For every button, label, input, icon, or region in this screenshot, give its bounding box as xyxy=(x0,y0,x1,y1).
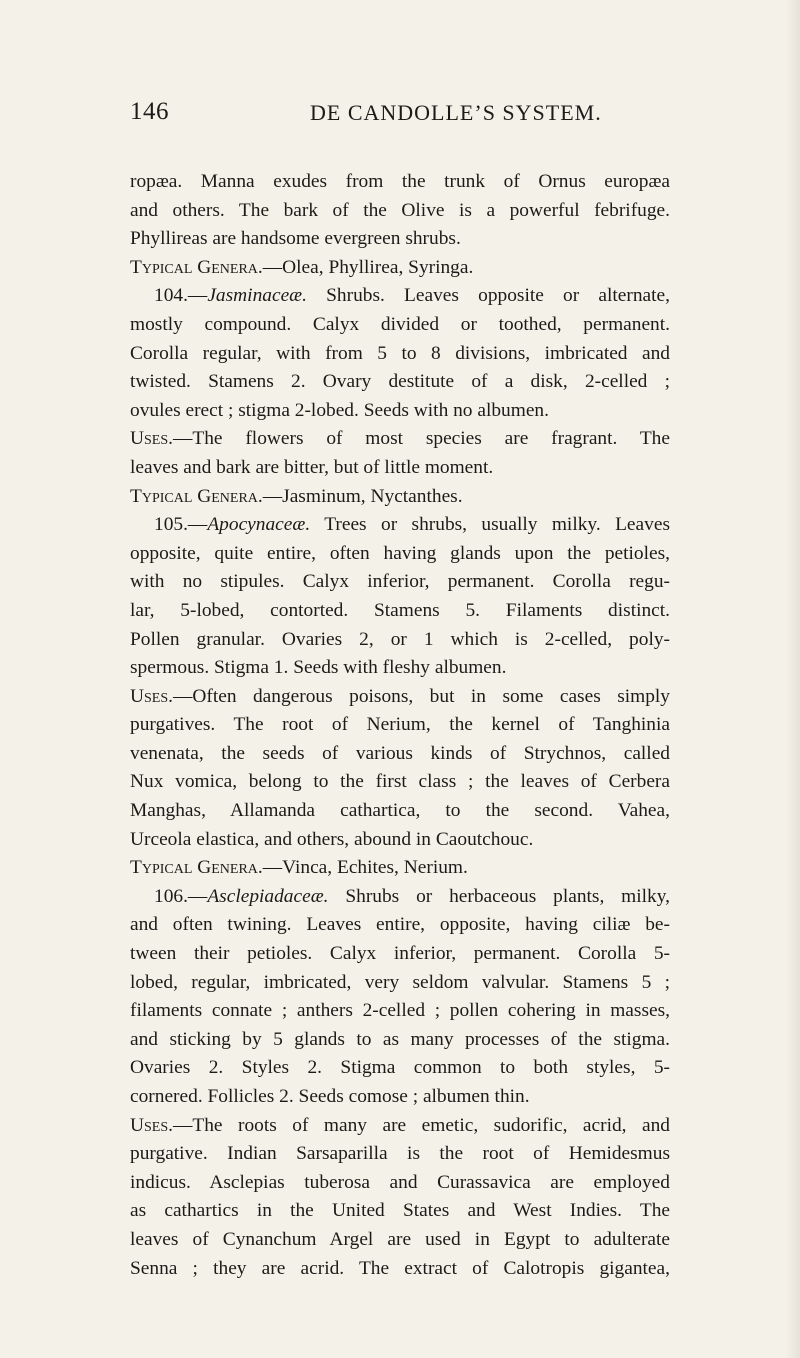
page-number: 146 xyxy=(130,98,169,125)
text-line: twisted. Stamens 2. Ovary destitute of a disk, 2-celled ; xyxy=(130,371,670,393)
text-line: Urceola elastica, and others, abound in Caoutchouc. xyxy=(130,828,534,850)
section-number: 104.— xyxy=(154,285,208,307)
uses-label: Uses. xyxy=(130,428,173,450)
text-line: and others. The bark of the Olive is a powerful febrifuge. xyxy=(130,199,670,221)
text-line: Manghas, Allamanda cathartica, to the second. Vahea, xyxy=(130,800,670,822)
family-name: Jasminaceæ. xyxy=(207,285,307,307)
typical-genera-label: Typical Genera. xyxy=(130,256,263,278)
text-line: purgatives. The root of Nerium, the kernel of Tanghinia xyxy=(130,714,670,736)
section-number: 105.— xyxy=(154,514,208,536)
section-text: Trees or shrubs, usually milky. Leaves xyxy=(310,514,670,536)
text-line: leaves and bark are bitter, but of little moment. xyxy=(130,456,494,478)
text-line: as cathartics in the United States and West Indies. The xyxy=(130,1200,670,1222)
text-line: Pollen granular. Ovaries 2, or 1 which is 2-celled, poly- xyxy=(130,628,670,650)
text-line: Senna ; they are acrid. The extract of Calotropis gigantea, xyxy=(130,1257,670,1279)
section-heading-line xyxy=(130,282,670,311)
text-line: spermous. Stigma 1. Seeds with fleshy albumen. xyxy=(130,657,507,679)
body-text xyxy=(130,168,670,1283)
uses-text: —The flowers of most species are fragrant. The xyxy=(172,428,670,450)
uses-line xyxy=(130,1112,670,1141)
typical-genera-line xyxy=(130,483,670,512)
section-text: Shrubs. Leaves opposite or alternate, xyxy=(306,285,670,307)
uses-label: Uses. xyxy=(130,685,173,707)
text-line: lobed, regular, imbricated, very seldom valvular. Stamens 5 ; xyxy=(130,971,670,993)
text-line: opposite, quite entire, often having glands upon the petioles, xyxy=(130,542,670,564)
section-text: Shrubs or herbaceous plants, milky, xyxy=(328,885,670,907)
family-name: Apocynaceæ. xyxy=(207,514,311,536)
text-line: mostly compound. Calyx divided or toothed, permanent. xyxy=(130,313,670,335)
typical-genera-list: —Vinca, Echites, Nerium. xyxy=(262,857,468,879)
uses-line xyxy=(130,683,670,712)
text-line: tween their petioles. Calyx inferior, permanent. Corolla 5- xyxy=(130,943,670,965)
text-line: and sticking by 5 glands to as many processes of the stigma. xyxy=(130,1028,670,1050)
typical-genera-list: —Jasminum, Nyctanthes. xyxy=(262,485,463,507)
text-line: ovules erect ; stigma 2-lobed. Seeds with no albumen. xyxy=(130,399,549,421)
running-head: DE CANDOLLE’S SYSTEM. xyxy=(310,100,602,125)
page-edge-shadow xyxy=(786,0,800,1358)
text-line: with no stipules. Calyx inferior, permanent. Corolla regu- xyxy=(130,571,670,593)
text-line: leaves of Cynanchum Argel are used in Egypt to adulterate xyxy=(130,1228,670,1250)
text-line: lar, 5-lobed, contorted. Stamens 5. Filaments distinct. xyxy=(130,599,670,621)
typical-genera-label: Typical Genera. xyxy=(130,857,263,879)
text-line: filaments connate ; anthers 2-celled ; pollen cohering in masses, xyxy=(130,1000,670,1022)
text-line: Nux vomica, belong to the first class ; the leaves of Cerbera xyxy=(130,771,670,793)
text-line: and often twining. Leaves entire, opposite, having ciliæ be- xyxy=(130,914,670,936)
text-line: Ovaries 2. Styles 2. Stigma common to both styles, 5- xyxy=(130,1057,670,1079)
text-line: indicus. Asclepias tuberosa and Curassavica are employed xyxy=(130,1171,670,1193)
section-heading-line xyxy=(130,511,670,540)
typical-genera-line xyxy=(130,854,670,883)
uses-line xyxy=(130,425,670,454)
family-name: Asclepiadaceæ. xyxy=(207,885,329,907)
uses-text: —The roots of many are emetic, sudorific, acrid, and xyxy=(172,1114,670,1136)
page-header xyxy=(130,98,670,138)
typical-genera-label: Typical Genera. xyxy=(130,485,263,507)
typical-genera-line xyxy=(130,254,670,283)
text-line: Corolla regular, with from 5 to 8 divisions, imbricated and xyxy=(130,342,670,364)
text-line: cornered. Follicles 2. Seeds comose ; albumen thin. xyxy=(130,1086,530,1107)
text-line: purgative. Indian Sarsaparilla is the root of Hemidesmus xyxy=(130,1143,670,1165)
section-heading-line xyxy=(130,883,670,912)
text-line: Phyllireas are handsome evergreen shrubs. xyxy=(130,228,461,250)
text-line: ropæa. Manna exudes from the trunk of Ornus europæa xyxy=(130,171,670,192)
text-line: venenata, the seeds of various kinds of Strychnos, called xyxy=(130,742,670,764)
section-number: 106.— xyxy=(154,885,208,907)
typical-genera-list: —Olea, Phyllirea, Syringa. xyxy=(262,256,474,278)
uses-text: —Often dangerous poisons, but in some cases simply xyxy=(172,685,670,707)
uses-label: Uses. xyxy=(130,1114,173,1136)
